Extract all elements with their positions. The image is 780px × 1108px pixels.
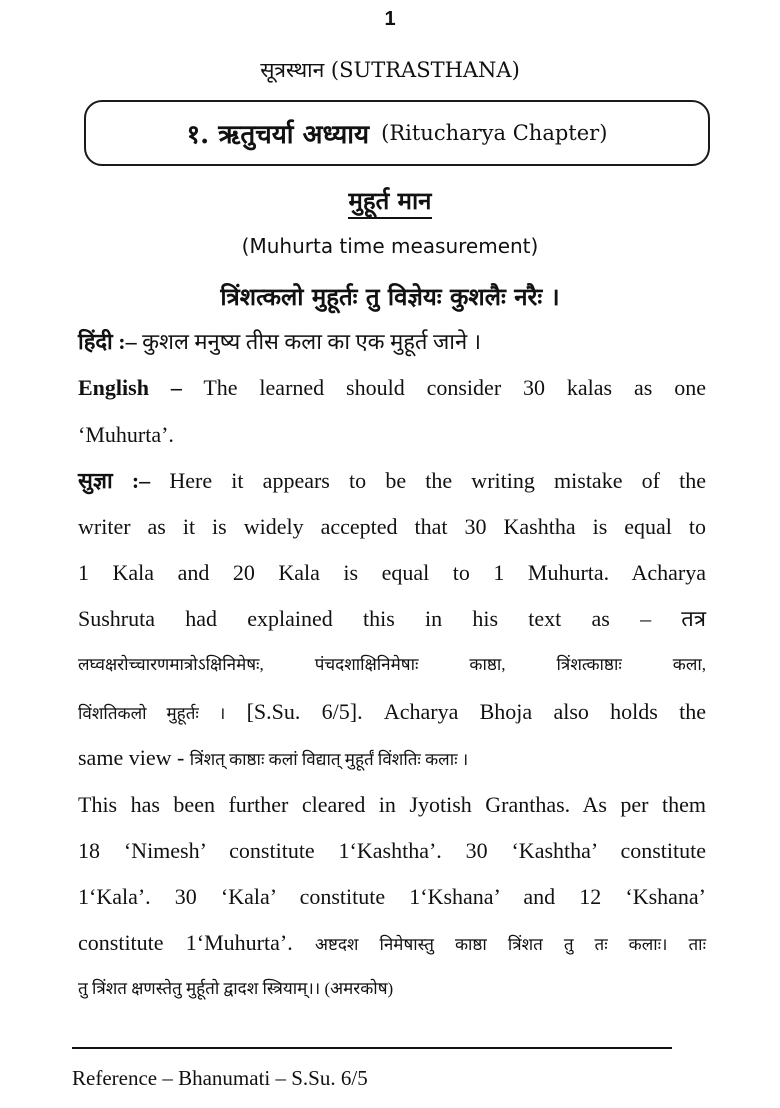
chapter-title-box xyxy=(84,100,710,166)
note-line: writer as it is widely accepted that 30 Kashtha is equal to xyxy=(78,514,706,539)
note-line xyxy=(78,466,706,496)
subheading-english: (Muhurta time measurement) xyxy=(241,234,539,258)
note-line: Sushruta had explained this in his text as – तत्र xyxy=(78,606,706,631)
section-title: सूत्रस्थान (SUTRASTHANA) xyxy=(260,58,520,82)
english-text: The learned should consider 30 kalas as one xyxy=(203,375,706,400)
paragraph-line: 18 ‘Nimesh’ constitute 1‘Kashtha’. 30 ‘Kashtha’ constitute xyxy=(78,838,706,863)
paragraph-text: constitute 1‘Muhurta’. xyxy=(78,930,293,955)
paragraph-line: तु त्रिंशत क्षणस्तेतु मुर्हूतो द्वादश स्त्रियाम्।। (अमरकोष) xyxy=(78,979,394,998)
note-text: same view - xyxy=(78,745,185,770)
note-line xyxy=(78,743,706,775)
page-number: 1 xyxy=(384,8,396,30)
english-translation-line: ‘Muhurta’. xyxy=(78,422,174,447)
paragraph-line xyxy=(78,928,706,960)
note-line xyxy=(78,697,706,729)
english-label: English – xyxy=(78,375,182,400)
paragraph-sanskrit-quote: अष्टदश निमेषास्तु काष्ठा त्रिंशत तु तः कलाः। ताः xyxy=(314,935,707,954)
footnote-divider xyxy=(72,1047,672,1049)
note-sanskrit-quote: त्रिंशत् काष्ठाः कलां विद्यात् मुहूर्तं विंशतिः कलाः । xyxy=(189,750,469,769)
english-translation-line xyxy=(78,373,706,403)
footnote-reference: Reference – Bhanumati – S.Su. 6/5 xyxy=(72,1066,368,1090)
hindi-text: कुशल मनुष्य तीस कला का एक मुहूर्त जाने । xyxy=(142,329,482,354)
paragraph-line: 1‘Kala’. 30 ‘Kala’ constitute 1‘Kshana’ and 12 ‘Kshana’ xyxy=(78,884,706,909)
note-line: लघ्वक्षरोच्चारणमात्रोऽक्षिनिमेषः, पंचदशाक्षिनिमेषाः काष्ठा, त्रिंशत्काष्ठाः कला, xyxy=(78,655,706,674)
chapter-title-devanagari: १. ऋतुचर्या अध्याय xyxy=(186,120,370,150)
note-text: Here it appears to be the writing mistake of the xyxy=(169,468,707,493)
hindi-translation xyxy=(78,327,706,357)
sanskrit-verse: त्रिंशत्कलो मुहूर्तः तु विज्ञेयः कुशलैः नरैः । xyxy=(220,282,560,311)
chapter-title-english: (Ritucharya Chapter) xyxy=(381,121,608,145)
note-text: [S.Su. 6/5]. Acharya Bhoja also holds the xyxy=(246,699,706,724)
note-line: 1 Kala and 20 Kala is equal to 1 Muhurta. Acharya xyxy=(78,560,706,585)
note-sanskrit-quote: विंशतिकलो मुहूर्तः । xyxy=(78,704,226,723)
paragraph-line: This has been further cleared in Jyotish Granthas. As per them xyxy=(78,792,706,817)
subheading xyxy=(0,184,780,217)
subheading-devanagari: मुहूर्त मान xyxy=(348,186,431,219)
hindi-label: हिंदी :– xyxy=(78,329,137,354)
note-label: सुज्ञा :– xyxy=(78,468,151,493)
